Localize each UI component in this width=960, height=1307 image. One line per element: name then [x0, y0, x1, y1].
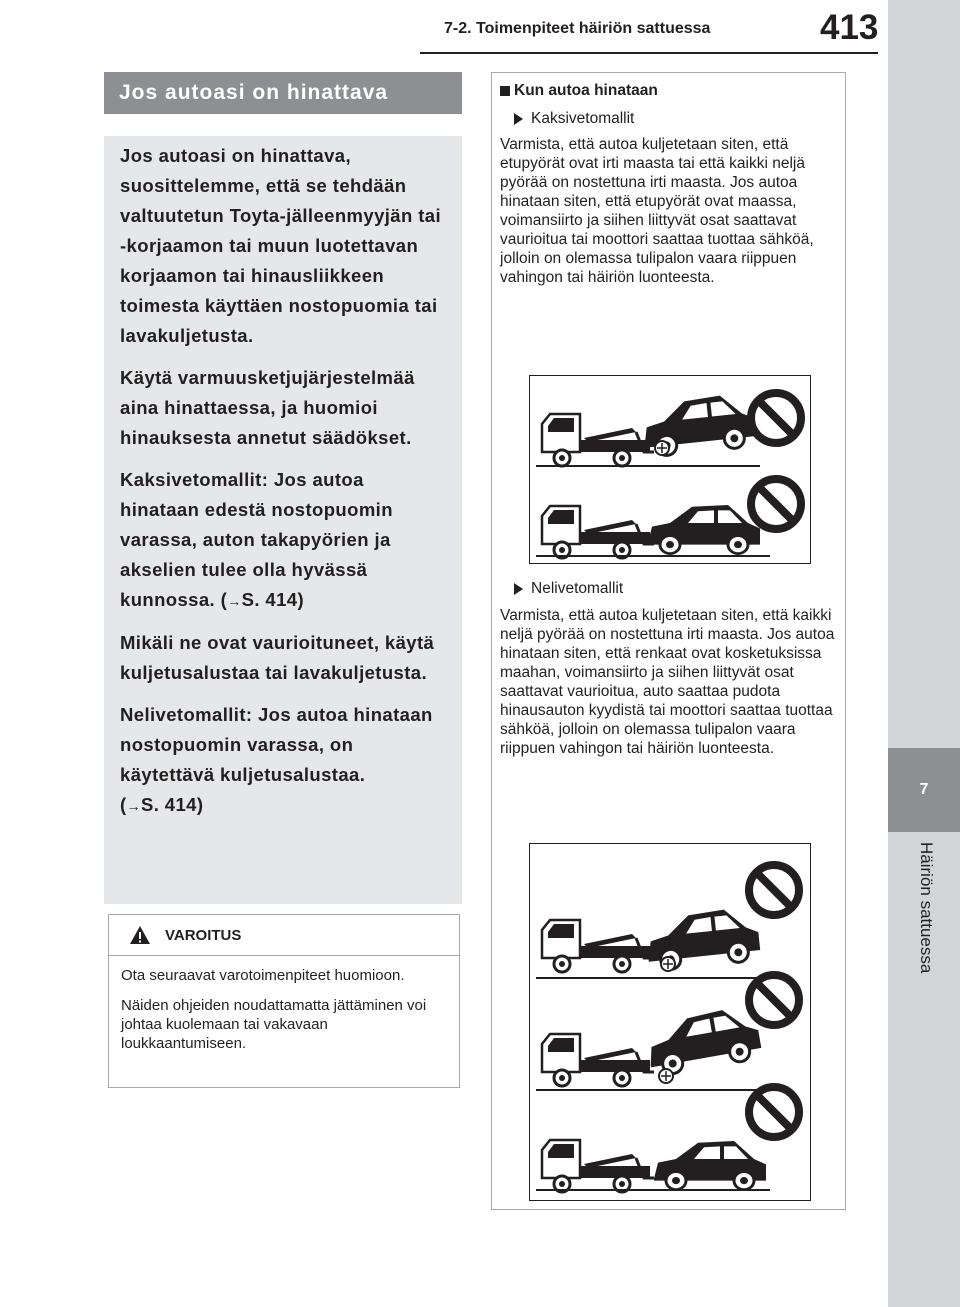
intro-paragraph-5-text: Nelivetomallit: Jos autoa hinataan nostopuomin varassa, on käytettävä kuljetusalustaa. [120, 704, 433, 785]
prohibited-icon [749, 865, 799, 915]
warning-box [108, 914, 460, 1088]
prohibited-icon [751, 393, 801, 443]
suv-icon [643, 1005, 763, 1078]
running-header: 7-2. Toimenpiteet häiriön sattuessa [444, 20, 711, 37]
tow-truck-icon [542, 414, 654, 466]
square-bullet-icon [500, 86, 510, 96]
warning-body [109, 956, 459, 1053]
warning-triangle-icon [129, 925, 151, 945]
four-wd-figure-svg [530, 844, 812, 1202]
towing-heading [500, 81, 837, 100]
intro-paragraph-4: Mikäli ne ovat vaurioituneet, käytä kuljetusalustaa tai lavakuljetusta. [120, 632, 435, 683]
chapter-tab[interactable]: 7 [888, 748, 960, 832]
intro-paragraph-5-open: ( [120, 794, 127, 815]
triangle-bullet-icon [514, 583, 523, 595]
wheel-dolly-icon [659, 1069, 673, 1083]
tow-truck-icon [542, 1140, 654, 1192]
warning-title: VAROITUS [165, 926, 242, 944]
two-wd-text: Varmista, että autoa kuljetetaan siten, että etupyörät ovat irti maasta tai että kaikki neljä pyörää on nostettuna irti maasta. Jos autoa hinataan siten, että etupyörät ovat maassa, voimansiirto ja siihen liittyvät osat saattavat vaurioitua tai moottori saattaa tuottaa sähköä, jolloin on olemassa tulipalon vaara riippuen vahingon tai häiriön luonteesta. [500, 136, 814, 286]
two-wd-figure-svg [530, 376, 812, 565]
intro-box [104, 136, 462, 904]
prohibited-icon [749, 975, 799, 1025]
wheel-dolly-icon [661, 957, 675, 971]
suv-icon [654, 1141, 766, 1190]
tow-truck-icon [542, 506, 654, 558]
side-thumb-strip [888, 0, 960, 1307]
header-rule [420, 52, 878, 54]
page-ref-link[interactable]: S. 414) [241, 589, 305, 610]
intro-paragraph-3-text: Kaksivetomallit: Jos autoa hinataan edestä nostopuomin varassa, auton takapyörien ja akselien tulee olla hyvässä kunnossa. ( [120, 469, 393, 610]
four-wd-label: Nelivetomallit [531, 580, 624, 597]
towing-heading-text: Kun autoa hinataan [514, 82, 658, 99]
two-wd-figure [529, 375, 811, 564]
intro-paragraph-3 [120, 465, 446, 616]
four-wd-figure [529, 843, 811, 1201]
page-ref-link[interactable]: S. 414) [140, 794, 204, 815]
intro-paragraph-1: Jos autoasi on hinattava, suosittelemme, että se tehdään valtuutetun Toyta-jälleenmyyjän tai -korjaamon tai muun luotettavan korjaamon tai hinausliikkeen toimesta käyttäen nostopuomia tai lavakuljetusta. [120, 145, 442, 346]
chapter-label: Häiriön sattuessa [917, 842, 936, 974]
prohibited-icon [749, 1087, 799, 1137]
triangle-bullet-icon [514, 113, 523, 125]
four-wd-label-row [514, 579, 851, 598]
intro-paragraph-5 [120, 700, 446, 821]
warning-header [109, 915, 459, 956]
towing-info-column [491, 72, 846, 1210]
intro-paragraph-2: Käytä varmuusketjujärjestelmää aina hinattaessa, ja huomioi hinauksesta annetut säädökset. [120, 367, 415, 448]
page-ref-arrow-icon: → [126, 798, 141, 814]
tow-truck-icon [542, 1034, 654, 1086]
wheel-dolly-icon [655, 441, 669, 455]
warning-paragraph-2: Näiden ohjeiden noudattamatta jättäminen voi johtaa kuolemaan tai vakavaan loukkaantumiseen. [121, 997, 427, 1052]
prohibited-icon [751, 479, 801, 529]
page-ref-arrow-icon: → [227, 593, 242, 609]
two-wd-label: Kaksivetomallit [531, 110, 635, 127]
section-title: Jos autoasi on hinattava [104, 72, 462, 114]
four-wd-text: Varmista, että autoa kuljetetaan siten, että kaikki neljä pyörää on nostettuna irti maasta. Jos autoa hinataan siten, että renkaat ovat kosketuksissa maahan, voimansiirto ja siihen liittyvät osat saattavat vaurioitua, auto saattaa pudota hinausauton kyydistä tai moottori saattaa tuottaa sähköä, jolloin on olemassa tulipalon vaara riippuen vahingon tai häiriön luonteesta. [500, 607, 835, 757]
two-wd-label-row [514, 109, 851, 128]
suv-icon [648, 505, 760, 554]
tow-truck-icon [542, 920, 654, 972]
page-number: 413 [820, 8, 879, 47]
warning-paragraph-1: Ota seuraavat varotoimenpiteet huomioon. [121, 967, 405, 984]
